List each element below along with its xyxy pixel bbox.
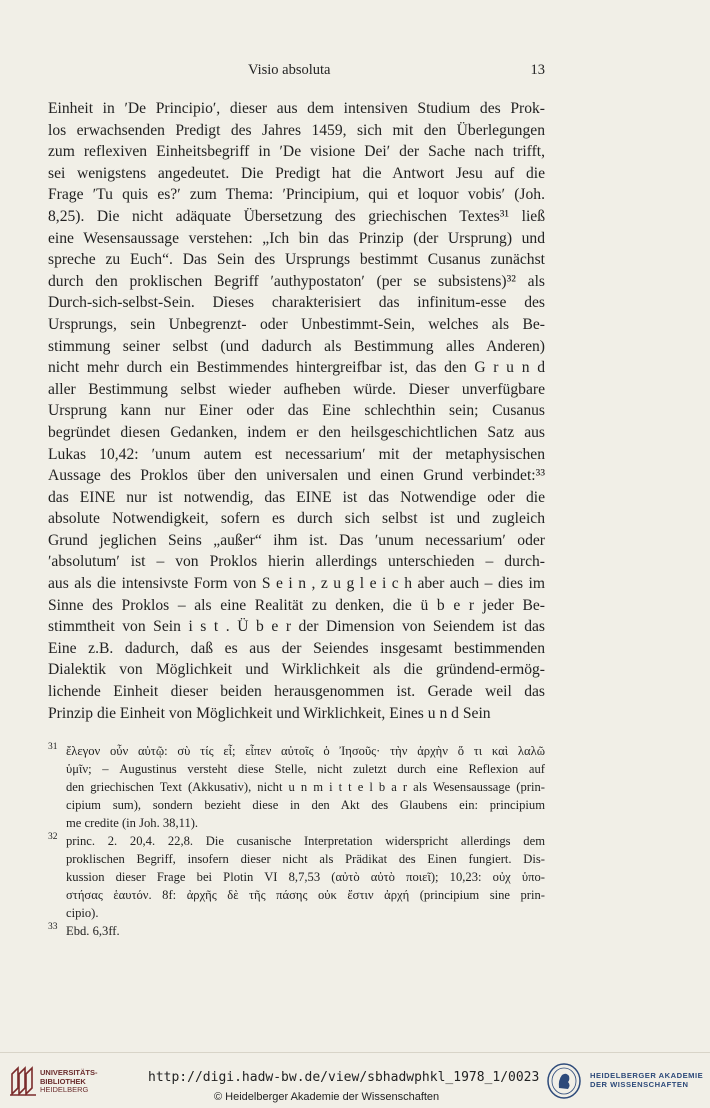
text-line: durch den proklischen Begriff ʹauthypostatonʹ (per se subsistens)³² als [48,272,545,290]
footnote-text: ἔλεγον οὖν αὐτῷ: σὺ τίς εἶ; εἶπεν αὐτοῖς ὁ Ἰησοῦς· τὴν ἀρχὴν ὅ τι καὶ λαλῶ [66,744,545,758]
footnote-line [48,850,545,868]
footnote-line [48,922,545,940]
text-line: stimmung seiner selbst (und dadurch als Bestimmung alles Anderen) [48,337,545,355]
footnote-line [48,760,545,778]
footnote-line [48,832,545,850]
footnote-number: 31 [48,742,58,752]
copyright-notice: © Heidelberger Akademie der Wissenschaften [214,1091,440,1103]
text-line: Aussage des Proklos über den universalen und einen Grund verbindet:³³ [48,467,545,485]
footnote-text: Ebd. 6,3ff. [66,924,120,938]
text-line: Durch-sich-selbst-Sein. Dieses charakterisiert das infinitum-esse des [48,294,545,312]
footnote-number: 32 [48,832,58,842]
text-line: eine Wesensaussage verstehen: „Ich bin das Prinzip (der Ursprung) und [48,229,545,247]
text-line: aus als die intensivste Form von S e i n , z u g l e i c h aber auch – dies im [48,575,545,593]
footnote-text: princ. 2. 20,4. 22,8. Die cusanische Interpretation widerspricht allerdings dem [66,834,545,848]
text-line: lichende Einheit dieser beiden herausgenommen ist. Gerade weil das [48,683,545,701]
footnote-line [48,868,545,886]
text-line: Dialektik von Möglichkeit und Wirklichkeit als die gründend-ermög- [48,661,545,679]
footnote-33 [48,922,545,940]
footnote-text: cipio). [66,906,99,920]
footnote-text: cipium sum), sondern bezieht diese in den Akt des Glaubens ein: principium [66,798,545,812]
text-line: zum reflexiven Einheitsbegriff in ʹDe visione Deiʹ der Sache nach trifft, [48,143,545,161]
text-line: Prinzip die Einheit von Möglichkeit und Wirklichkeit, Eines u n d Sein [48,704,491,722]
footer-divider [0,1052,710,1053]
footnote-number: 33 [48,922,58,932]
text-line: spreche zu Euch“. Das Sein des Ursprungs bestimmt Cusanus zunächst [48,251,545,269]
text-line: aller Bestimmung selbst wieder aufheben würde. Dieser unverfügbare [48,380,545,398]
footnote-text: den griechischen Text (Akkusativ), nicht u n m i t t e l b a r als Wesensaussage (prin- [66,780,545,794]
footnote-line [48,742,545,760]
text-line: ʹabsolutumʹ ist – von Proklos hierin allerdings unterschieden – durch- [48,553,545,571]
running-title: Visio absoluta [248,62,331,78]
text-line: Eine z.B. dadurch, daß es aus der Seiendes insgesamt bestimmenden [48,639,545,657]
text-line: Lukas 10,42: ʹunum autem est necessariumʹ mit der metaphysischen [48,445,545,463]
university-library-logo-icon [8,1064,38,1098]
text-line: Ursprung kann nur Einer oder das Eine schlechthin sein; Cusanus [48,402,545,420]
text-line: das EINE nur ist notwendig, das EINE ist das Notwendige oder die [48,488,545,506]
footnote-text: me credite (in Joh. 38,11). [66,816,199,830]
text-line: Ursprungs, sein Unbegrenzt- oder Unbestimmt-Sein, welches als Be- [48,315,545,333]
footnote-text: ὑμῖν; – Augustinus versteht diese Stelle, nicht zuletzt durch eine Reflexion auf [66,762,545,776]
footnote-text: proklischen Begriff, insofern dieser nicht als Prädikat des Einen fungiert. Dis- [66,852,545,866]
text-line: stimmtheit von Sein i s t . Ü b e r der Dimension von Seiendem ist das [48,618,545,636]
footnote-line [48,886,545,904]
footnote-line [48,778,545,796]
footnote-text: kussion dieser Frage bei Plotin VI 8,7,53 (αὐτὸ αὐτὸ ποιεῖ); 10,23: οὐχ ὑπο- [66,870,545,884]
footnote-line [48,904,545,922]
text-line: begründet diesen Gedanken, indem er den heilsgeschichtlichen Satz aus [48,423,545,441]
footnote-line [48,814,545,832]
main-text [48,98,545,724]
footnotes [48,742,545,940]
text-line: los erwachsenden Predigt des Jahres 1459, sich mit den Überlegungen [48,121,545,139]
academy-name: HEIDELBERGER AKADEMIE DER WISSENSCHAFTEN [590,1071,704,1089]
footnote-line [48,796,545,814]
footnote-31 [48,742,545,832]
text-line: sei wenigstens angedeutet. Die Predigt hat die Antwort Jesu auf die [48,164,545,182]
permalink-url[interactable]: http://digi.hadw-bw.de/view/sbhadwphkl_1978_1/0023 [148,1070,540,1085]
text-line: absolute Notwendigkeit, sofern es durch sich selbst ist und zugleich [48,510,545,528]
text-line: Grund jeglichen Seins „außer“ ihm ist. Das ʹunum necessariumʹ oder [48,531,545,549]
text-line: 8,25). Die nicht adäquate Übersetzung des griechischen Textes³¹ ließ [48,207,545,225]
text-line: Sinne des Proklos – als eine Realität zu denken, die ü b e r jeder Be- [48,596,545,614]
academy-seal-icon [546,1062,582,1100]
running-header [48,62,545,84]
text-line: Einheit in ʹDe Principioʹ, dieser aus dem intensiven Studium des Prok- [48,100,545,117]
university-library-name: UNIVERSITÄTS- BIBLIOTHEK HEIDELBERG [40,1068,98,1094]
text-line: Frage ʹTu quis es?ʹ zum Thema: ʹPrincipium, qui et loquor vobisʹ (Joh. [48,186,545,204]
text-line: nicht mehr durch ein Bestimmendes hintergreifbar ist, das den G r u n d [48,359,545,377]
viewer-footer [0,1052,710,1108]
footnote-text: στήσας ἑαυτόν. 8f: ἀρχῆς δὲ τῆς πάσης οὐκ ἔστιν ἀρχή (principium sine prin- [66,888,545,902]
footnote-32 [48,832,545,922]
page-number: 13 [530,62,545,78]
